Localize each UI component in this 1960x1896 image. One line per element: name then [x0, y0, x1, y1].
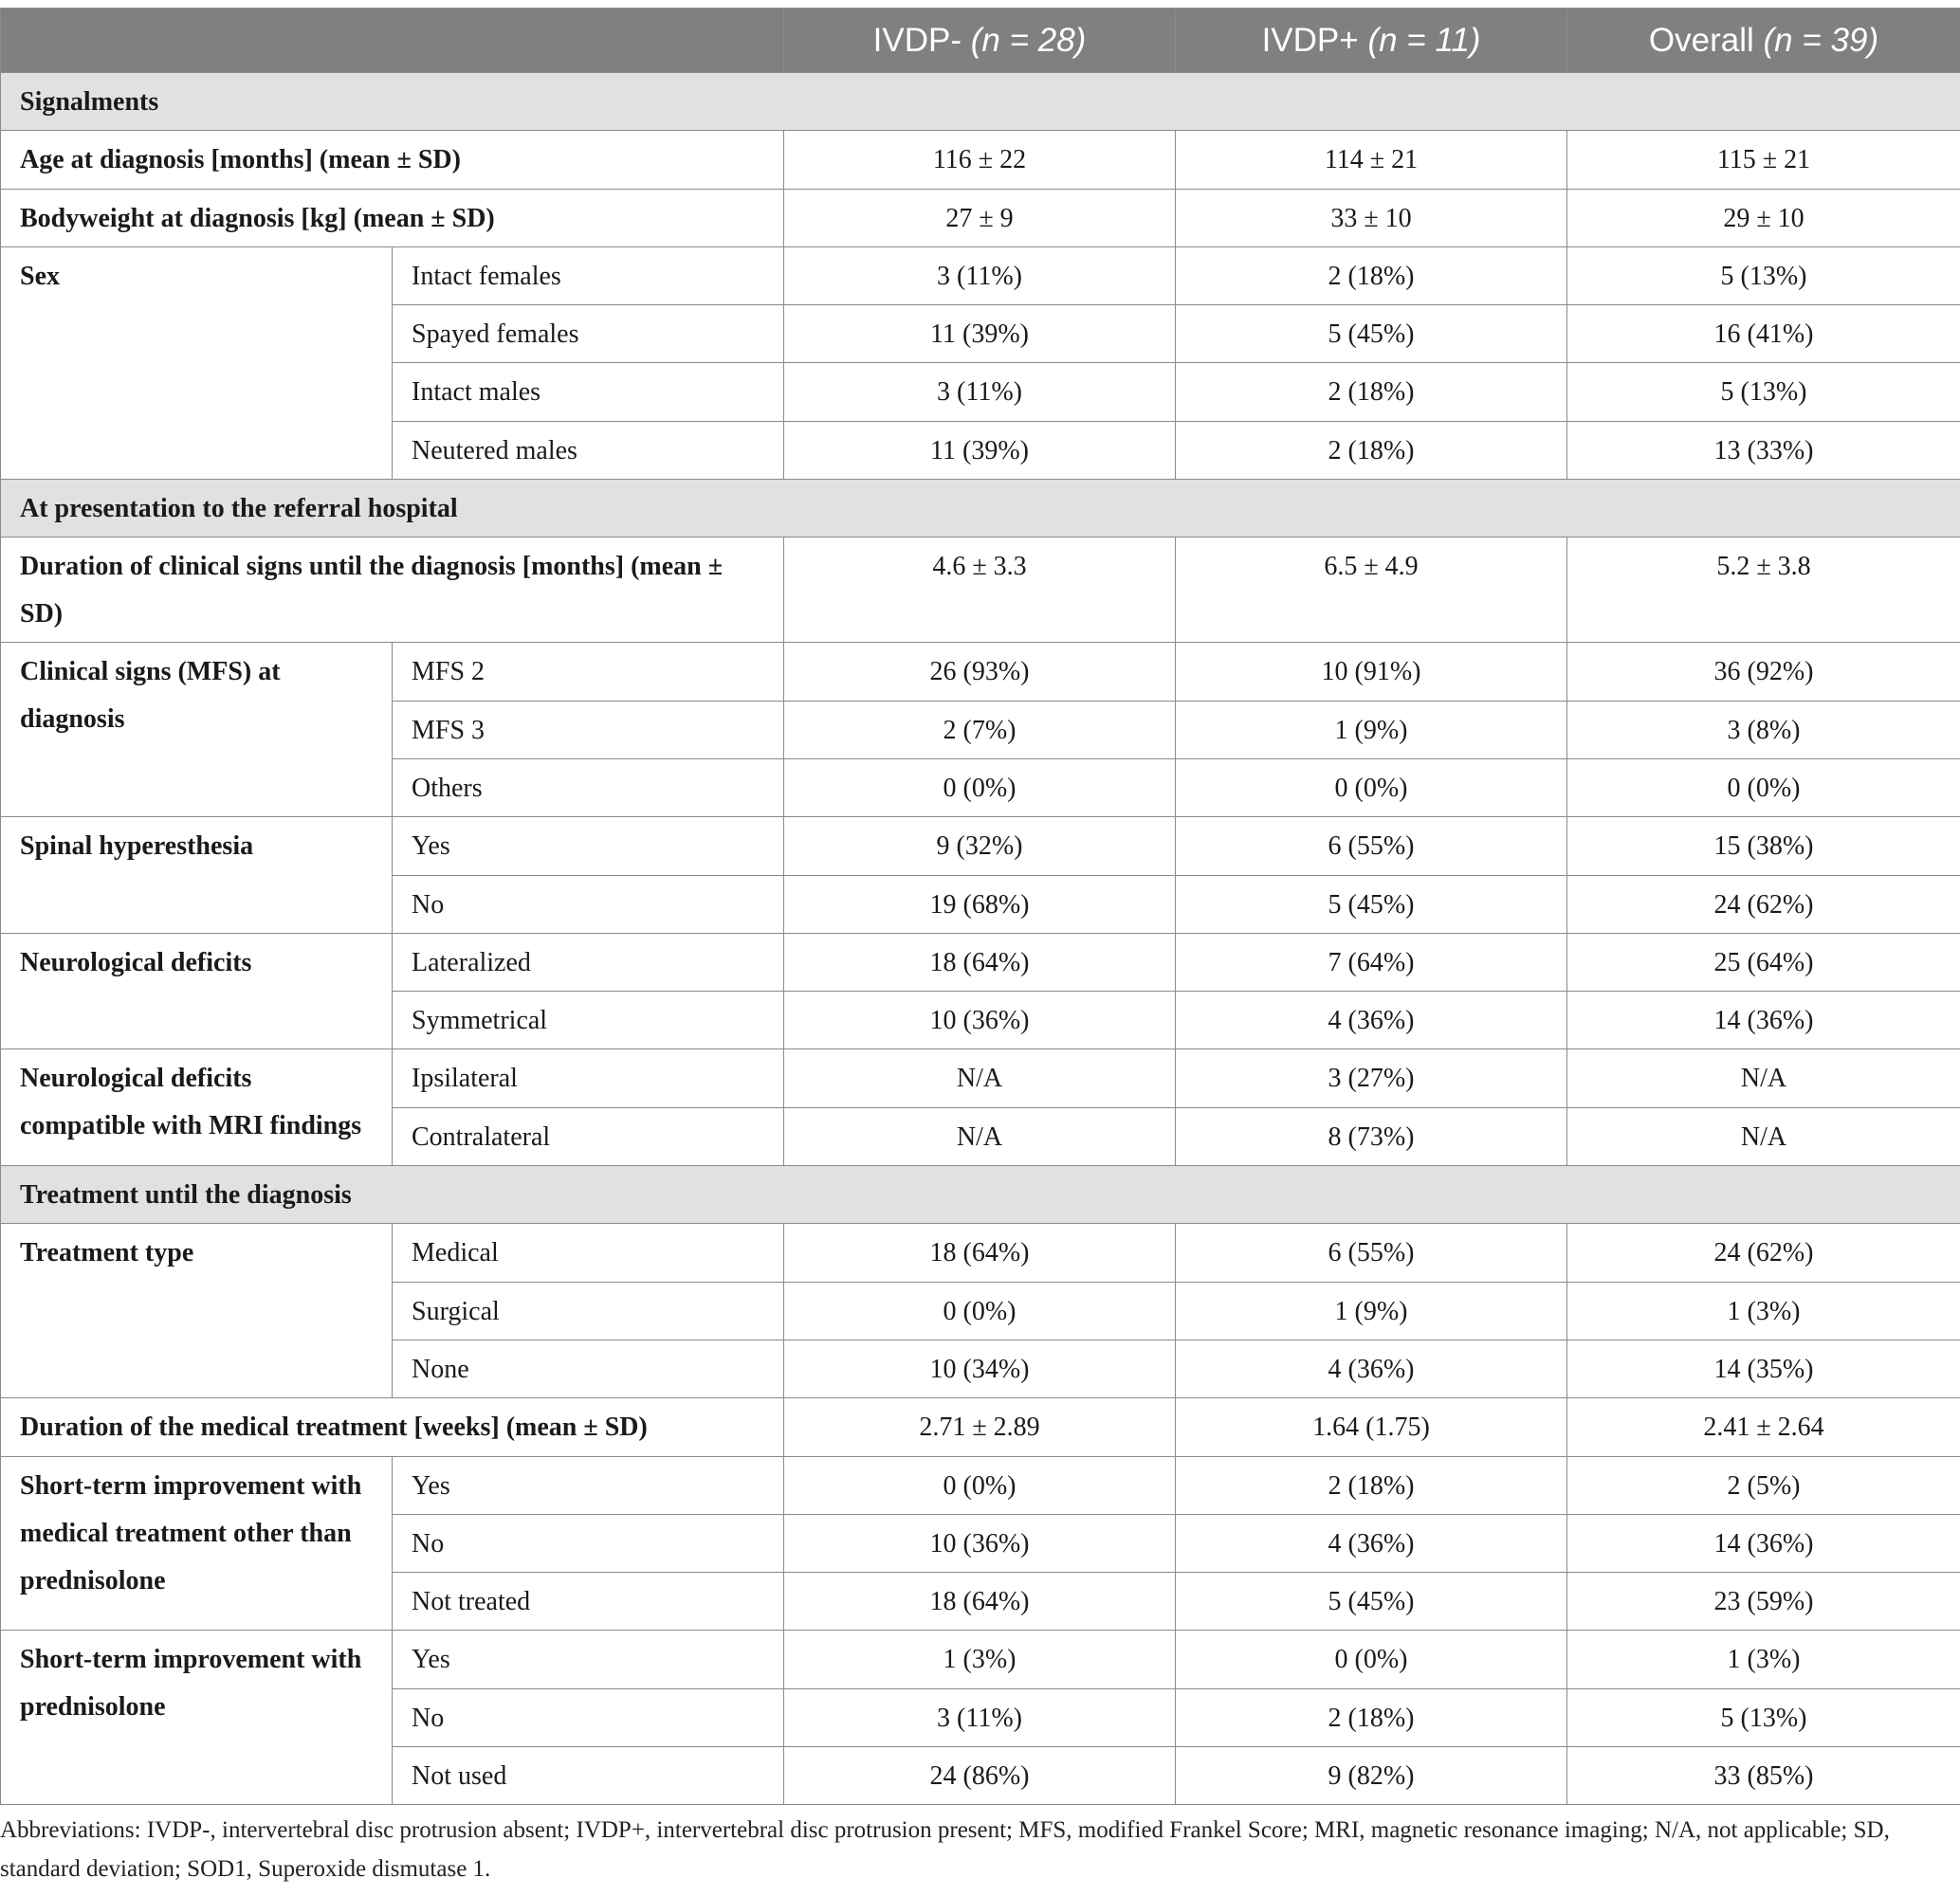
cell-ivdp-neg: 26 (93%): [784, 643, 1176, 701]
cell-ivdp-pos: 5 (45%): [1176, 1573, 1567, 1631]
row-label: Age at diagnosis [months] (mean ± SD): [1, 131, 784, 189]
cell-ivdp-pos: 10 (91%): [1176, 643, 1567, 701]
cell-ivdp-neg: 3 (11%): [784, 1688, 1176, 1746]
cell-ivdp-pos: 3 (27%): [1176, 1049, 1567, 1107]
cell-overall: 29 ± 10: [1567, 189, 1960, 246]
table-row: [1, 131, 1960, 189]
cell-overall: 1 (3%): [1567, 1282, 1960, 1340]
table-row: [1, 643, 1960, 701]
cell-ivdp-pos: 5 (45%): [1176, 305, 1567, 363]
cell-ivdp-neg: 0 (0%): [784, 1282, 1176, 1340]
sub-label: Medical: [393, 1224, 784, 1282]
cell-overall: 25 (64%): [1567, 933, 1960, 991]
group-label: Sex: [1, 246, 393, 479]
cell-ivdp-neg: 10 (34%): [784, 1340, 1176, 1397]
sub-label: Surgical: [393, 1282, 784, 1340]
header-ivdp-pos: IVDP+ (n = 11): [1176, 9, 1567, 73]
cell-ivdp-neg: 2 (7%): [784, 701, 1176, 758]
cell-overall: 33 (85%): [1567, 1747, 1960, 1805]
row-label: Duration of clinical signs until the diagnosis [months] (mean ± SD): [1, 538, 784, 643]
cell-ivdp-pos: 2 (18%): [1176, 363, 1567, 421]
cell-ivdp-pos: 2 (18%): [1176, 246, 1567, 304]
cell-ivdp-neg: 27 ± 9: [784, 189, 1176, 246]
table-footnote: Abbreviations: IVDP-, intervertebral disc protrusion absent; IVDP+, intervertebral disc protrusion present; MFS, modified Frankel Score; MRI, magnetic resonance imaging; N/A, not applicable; SD, standard deviation; SOD1, Superoxide dismutase 1.: [0, 1817, 1890, 1882]
cell-ivdp-pos: 0 (0%): [1176, 758, 1567, 816]
sub-label: Spayed females: [393, 305, 784, 363]
cell-overall: 5 (13%): [1567, 363, 1960, 421]
cell-ivdp-neg: 18 (64%): [784, 1573, 1176, 1631]
section-row: [1, 480, 1960, 538]
cell-overall: 115 ± 21: [1567, 131, 1960, 189]
group-label: Neurological deficits compatible with MRI findings: [1, 1049, 393, 1166]
section-title: Treatment until the diagnosis: [1, 1166, 1960, 1224]
cell-overall: 24 (62%): [1567, 1224, 1960, 1282]
cell-ivdp-neg: 18 (64%): [784, 933, 1176, 991]
cell-overall: 2.41 ± 2.64: [1567, 1398, 1960, 1456]
cell-overall: 36 (92%): [1567, 643, 1960, 701]
header-blank: [1, 9, 784, 73]
cell-ivdp-neg: 3 (11%): [784, 246, 1176, 304]
cell-ivdp-pos: 33 ± 10: [1176, 189, 1567, 246]
group-label: Neurological deficits: [1, 933, 393, 1049]
cell-overall: 5 (13%): [1567, 1688, 1960, 1746]
table-row: [1, 817, 1960, 875]
header-ivdp-neg: IVDP- (n = 28): [784, 9, 1176, 73]
cell-ivdp-neg: 19 (68%): [784, 875, 1176, 933]
section-row: [1, 73, 1960, 131]
group-label: Short-term improvement with prednisolone: [1, 1631, 393, 1805]
cell-overall: 14 (36%): [1567, 1514, 1960, 1572]
cell-overall: 5.2 ± 3.8: [1567, 538, 1960, 643]
section-title: At presentation to the referral hospital: [1, 480, 1960, 538]
cell-ivdp-pos: 1 (9%): [1176, 1282, 1567, 1340]
cell-overall: 3 (8%): [1567, 701, 1960, 758]
table-row: [1, 1398, 1960, 1456]
section-row: [1, 1166, 1960, 1224]
sub-label: Not used: [393, 1747, 784, 1805]
section-title: Signalments: [1, 73, 1960, 131]
cell-overall: 0 (0%): [1567, 758, 1960, 816]
sub-label: MFS 3: [393, 701, 784, 758]
cell-ivdp-pos: 2 (18%): [1176, 1688, 1567, 1746]
cell-ivdp-pos: 7 (64%): [1176, 933, 1567, 991]
sub-label: Lateralized: [393, 933, 784, 991]
header-row: [1, 9, 1960, 73]
sub-label: None: [393, 1340, 784, 1397]
cell-ivdp-pos: 1 (9%): [1176, 701, 1567, 758]
cell-ivdp-pos: 2 (18%): [1176, 421, 1567, 479]
cell-ivdp-neg: 0 (0%): [784, 758, 1176, 816]
cell-ivdp-neg: 24 (86%): [784, 1747, 1176, 1805]
cell-ivdp-pos: 4 (36%): [1176, 1514, 1567, 1572]
group-label: Clinical signs (MFS) at diagnosis: [1, 643, 393, 817]
table-container: [0, 8, 1960, 1805]
cell-ivdp-pos: 2 (18%): [1176, 1456, 1567, 1514]
header-overall: Overall (n = 39): [1567, 9, 1960, 73]
cell-ivdp-neg: 11 (39%): [784, 305, 1176, 363]
sub-label: Contralateral: [393, 1107, 784, 1165]
sub-label: Yes: [393, 1631, 784, 1688]
cell-ivdp-neg: 18 (64%): [784, 1224, 1176, 1282]
sub-label: Yes: [393, 817, 784, 875]
cell-ivdp-neg: 10 (36%): [784, 1514, 1176, 1572]
table-row: [1, 1049, 1960, 1107]
cell-ivdp-pos: 6 (55%): [1176, 1224, 1567, 1282]
sub-label: No: [393, 1514, 784, 1572]
sub-label: Neutered males: [393, 421, 784, 479]
sub-label: MFS 2: [393, 643, 784, 701]
cell-ivdp-pos: 8 (73%): [1176, 1107, 1567, 1165]
cell-ivdp-pos: 0 (0%): [1176, 1631, 1567, 1688]
cell-ivdp-pos: 6 (55%): [1176, 817, 1567, 875]
cell-overall: 16 (41%): [1567, 305, 1960, 363]
cell-ivdp-pos: 4 (36%): [1176, 992, 1567, 1049]
cell-overall: 23 (59%): [1567, 1573, 1960, 1631]
cell-ivdp-neg: 10 (36%): [784, 992, 1176, 1049]
table-row: [1, 538, 1960, 643]
group-label: Spinal hyperesthesia: [1, 817, 393, 934]
cell-overall: 24 (62%): [1567, 875, 1960, 933]
cell-ivdp-neg: 3 (11%): [784, 363, 1176, 421]
cell-ivdp-neg: 4.6 ± 3.3: [784, 538, 1176, 643]
cell-overall: 2 (5%): [1567, 1456, 1960, 1514]
cell-ivdp-pos: 5 (45%): [1176, 875, 1567, 933]
cell-ivdp-pos: 1.64 (1.75): [1176, 1398, 1567, 1456]
cell-ivdp-neg: 2.71 ± 2.89: [784, 1398, 1176, 1456]
cell-ivdp-pos: 9 (82%): [1176, 1747, 1567, 1805]
cell-overall: 5 (13%): [1567, 246, 1960, 304]
sub-label: No: [393, 1688, 784, 1746]
sub-label: Intact females: [393, 246, 784, 304]
sub-label: Symmetrical: [393, 992, 784, 1049]
table-row: [1, 1456, 1960, 1514]
cell-overall: N/A: [1567, 1049, 1960, 1107]
data-table: [0, 8, 1960, 1805]
sub-label: Yes: [393, 1456, 784, 1514]
cell-ivdp-pos: 4 (36%): [1176, 1340, 1567, 1397]
cell-ivdp-neg: 0 (0%): [784, 1456, 1176, 1514]
cell-overall: N/A: [1567, 1107, 1960, 1165]
group-label: Treatment type: [1, 1224, 393, 1398]
cell-ivdp-neg: 9 (32%): [784, 817, 1176, 875]
table-row: [1, 246, 1960, 304]
row-label: Duration of the medical treatment [weeks] (mean ± SD): [1, 1398, 784, 1456]
cell-ivdp-neg: N/A: [784, 1049, 1176, 1107]
table-row: [1, 933, 1960, 991]
table-row: [1, 1631, 1960, 1688]
group-label: Short-term improvement with medical treatment other than prednisolone: [1, 1456, 393, 1631]
cell-ivdp-neg: 11 (39%): [784, 421, 1176, 479]
cell-ivdp-neg: N/A: [784, 1107, 1176, 1165]
cell-ivdp-neg: 116 ± 22: [784, 131, 1176, 189]
sub-label: Others: [393, 758, 784, 816]
table-row: [1, 1224, 1960, 1282]
cell-ivdp-neg: 1 (3%): [784, 1631, 1176, 1688]
sub-label: Not treated: [393, 1573, 784, 1631]
cell-overall: 14 (36%): [1567, 992, 1960, 1049]
cell-overall: 15 (38%): [1567, 817, 1960, 875]
cell-overall: 14 (35%): [1567, 1340, 1960, 1397]
cell-overall: 1 (3%): [1567, 1631, 1960, 1688]
cell-overall: 13 (33%): [1567, 421, 1960, 479]
table-row: [1, 189, 1960, 246]
cell-ivdp-pos: 6.5 ± 4.9: [1176, 538, 1567, 643]
sub-label: Ipsilateral: [393, 1049, 784, 1107]
row-label: Bodyweight at diagnosis [kg] (mean ± SD): [1, 189, 784, 246]
sub-label: No: [393, 875, 784, 933]
sub-label: Intact males: [393, 363, 784, 421]
cell-ivdp-pos: 114 ± 21: [1176, 131, 1567, 189]
